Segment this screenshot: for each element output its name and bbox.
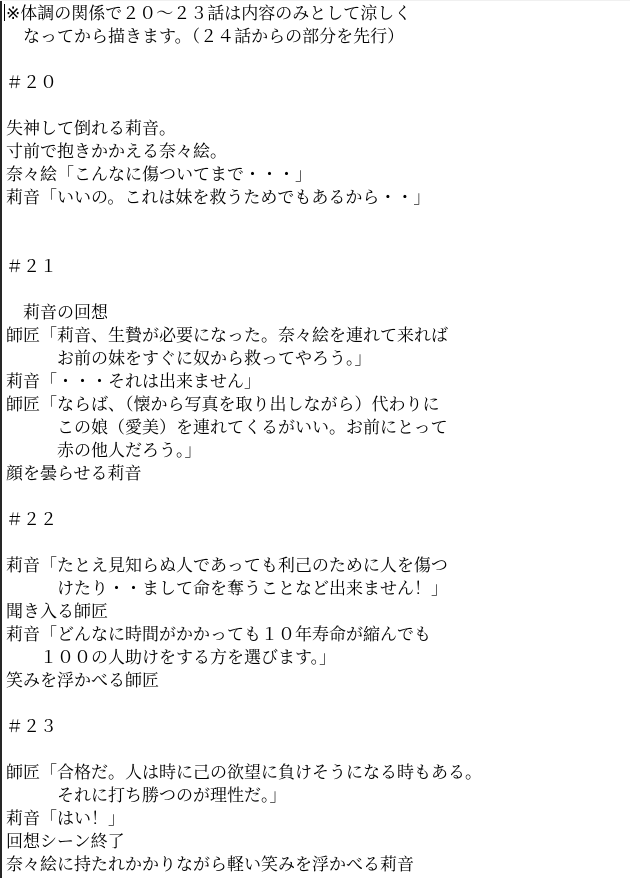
text-line: 回想シーン終了	[6, 832, 125, 852]
text-line	[6, 49, 630, 72]
text-line: ＃２２	[6, 510, 57, 530]
text-line: 莉音「いいの。これは妹を救うためでもあるから・・」	[6, 188, 431, 208]
text-line	[6, 210, 630, 233]
text-line: 赤の他人だろう。」	[6, 441, 202, 461]
text-line	[6, 739, 630, 762]
text-line: 師匠「ならば、（懐から写真を取り出しながら）代わりに	[6, 395, 440, 415]
text-line: 莉音の回想	[6, 303, 108, 323]
text-line	[6, 693, 630, 716]
text-line: けたり・・まして命を奪うことなど出来ません！」	[6, 579, 448, 599]
text-line: 莉音「どんなに時間がかかっても１０年寿命が縮んでも	[6, 625, 431, 645]
text-line: 莉音「はい！」	[6, 809, 125, 829]
text-line: １００の人助けをする方を選びます。」	[6, 648, 337, 668]
text-line: なってから描きます。（２４話からの部分を先行）	[6, 27, 405, 47]
text-line: 寸前で抱きかかえる奈々絵。	[6, 142, 227, 162]
text-line: 師匠「莉音、生贄が必要になった。奈々絵を連れて来れば	[6, 326, 448, 346]
text-line: お前の妹をすぐに奴から救ってやろう。」	[6, 349, 372, 369]
text-line: 莉音「たとえ見知らぬ人であっても利己のために人を傷つ	[6, 556, 448, 576]
text-line: 失神して倒れる莉音。	[6, 119, 176, 139]
text-line: ＃２３	[6, 717, 57, 737]
text-line: ※体調の関係で２０～２３話は内容のみとして涼しく	[6, 4, 412, 24]
text-caret	[4, 4, 5, 21]
text-line	[6, 279, 630, 302]
text-line: 奈々絵に持たれかかりながら軽い笑みを浮かべる莉音	[6, 855, 414, 875]
text-line: それに打ち勝つのが理性だ。」	[6, 786, 287, 806]
text-line: ＃２１	[6, 257, 57, 277]
text-line: 笑みを浮かべる師匠	[6, 671, 159, 691]
text-line	[6, 486, 630, 509]
text-line: 顔を曇らせる莉音	[6, 464, 142, 484]
text-line: 奈々絵「こんなに傷ついてまで・・・」	[6, 165, 312, 185]
window-top-edge	[0, 0, 630, 1]
text-line: 莉音「・・・それは出来ません」	[6, 372, 261, 392]
text-line	[6, 95, 630, 118]
text-line: ＃２０	[6, 73, 57, 93]
text-line: この娘（愛美）を連れてくるがいい。お前にとって	[6, 418, 448, 438]
text-line: 聞き入る師匠	[6, 602, 108, 622]
text-line	[6, 532, 630, 555]
document-text-area[interactable]	[6, 3, 630, 878]
window-left-edge	[0, 0, 2, 878]
text-line: 師匠「合格だ。人は時に己の欲望に負けそうになる時もある。	[6, 763, 482, 783]
text-line	[6, 233, 630, 256]
